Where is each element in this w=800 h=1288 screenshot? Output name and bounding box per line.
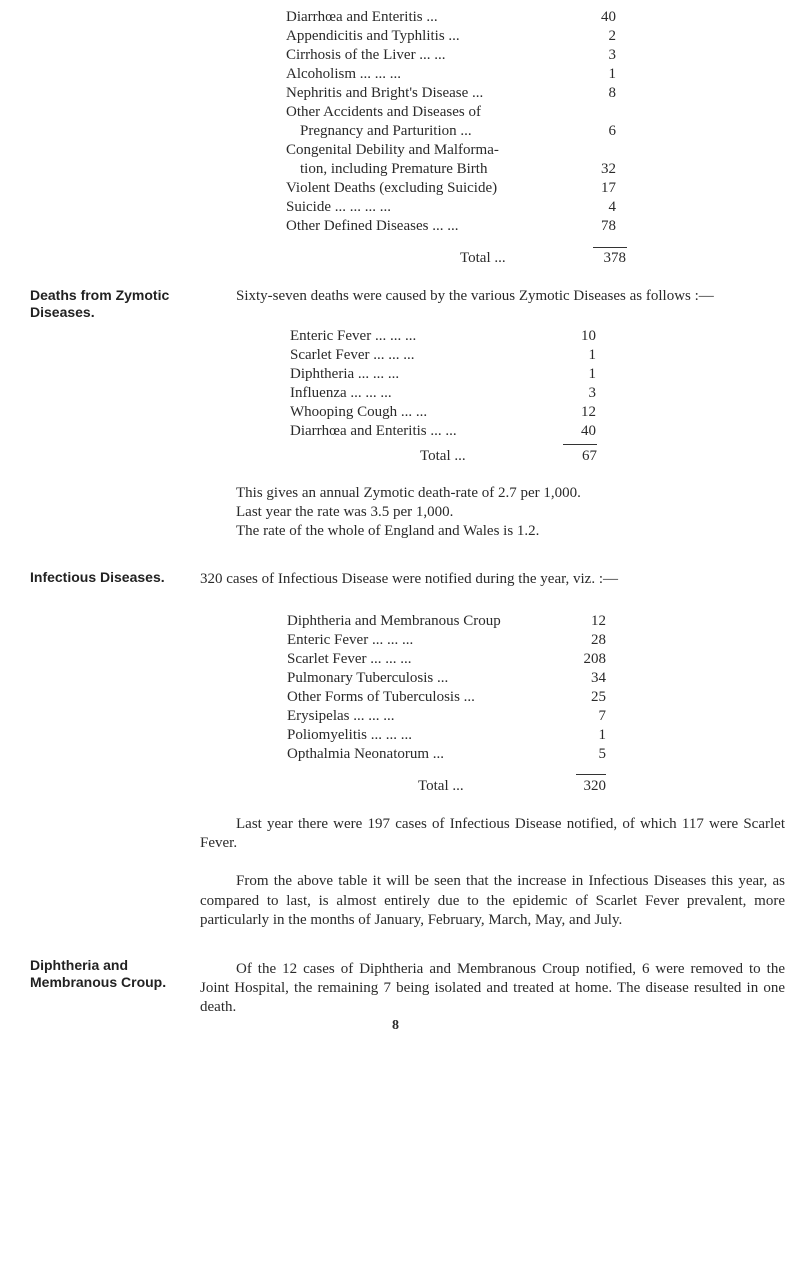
cause-row [286,179,616,198]
infectious-row-value: 5 [598,746,606,762]
infectious-para-2-text: From the above table it will be seen that the increase in Infectious Diseases this year, as compared to last, is almost entirely due to the epidemic of Scarlet Fever prevalent, more particularly in the months of January, February, March, May, and July. [200,873,785,928]
causes-total-value: 378 [603,250,626,266]
infectious-row-value: 1 [598,727,606,743]
cause-row [286,160,616,179]
cause-row [286,27,616,46]
zymotic-row [290,365,596,384]
zymotic-total-row [420,447,597,466]
cause-row-value: 78 [601,218,616,234]
zymotic-row-label: Whooping Cough ... ... [290,404,428,420]
cause-row-value: 6 [608,123,616,139]
zymotic-row-label: Diarrhœa and Enteritis ... ... [290,423,457,439]
zymotic-row [290,403,596,422]
infectious-para-2 [200,872,785,931]
cause-row [286,198,616,217]
zymotic-table [290,327,596,441]
infectious-row-label: Enteric Fever ... ... ... [287,632,414,648]
infectious-total-row [418,777,606,796]
zymotic-row-value: 3 [588,385,596,401]
zymotic-row-value: 1 [588,347,596,363]
page-number-text: 8 [392,1018,399,1033]
cause-row [286,65,616,84]
causes-table [286,8,616,236]
causes-total-row [460,249,626,268]
infectious-row-label: Poliomyelitis ... ... ... [287,727,413,743]
infectious-row [287,650,606,669]
infectious-row [287,745,606,764]
infectious-row-label: Diphtheria and Membranous Croup [287,613,501,629]
zymotic-row-label: Influenza ... ... ... [290,385,392,401]
cause-row-label: Other Accidents and Diseases of [286,104,481,120]
zymotic-total-label: Total ... [420,448,466,464]
zymotic-intro [200,287,785,306]
zymotic-note-1: This gives an annual Zymotic death-rate of 2.7 per 1,000. [236,485,581,501]
zymotic-intro-text: Sixty-seven deaths were caused by the various Zymotic Diseases as follows :— [236,288,714,304]
zymotic-row-value: 10 [581,328,596,344]
infectious-row-label: Other Forms of Tuberculosis ... [287,689,475,705]
cause-row-value: 2 [608,28,616,44]
cause-row-label: Suicide ... ... ... ... [286,199,391,215]
infectious-row [287,631,606,650]
zymotic-note-2: Last year the rate was 3.5 per 1,000. [236,504,454,520]
infectious-row-value: 7 [598,708,606,724]
side-heading-zymotic [30,287,170,321]
infectious-row [287,669,606,688]
cause-row [286,141,616,160]
cause-row-label: Cirrhosis of the Liver ... ... [286,47,446,63]
cause-row-value: 4 [608,199,616,215]
side-heading-diphtheria-text: Diphtheria and Membranous Croup. [30,957,167,990]
cause-row-value: 3 [608,47,616,63]
diphtheria-para [200,960,785,1017]
zymotic-row-label: Scarlet Fever ... ... ... [290,347,415,363]
zymotic-total-value: 67 [582,448,597,464]
causes-total-rule [593,247,627,248]
infectious-row-value: 208 [583,651,606,667]
infectious-row-label: Pulmonary Tuberculosis ... [287,670,449,686]
infectious-row [287,707,606,726]
infectious-para-1 [200,815,785,853]
infectious-row-label: Opthalmia Neonatorum ... [287,746,445,762]
zymotic-row-value: 12 [581,404,596,420]
cause-row [286,217,616,236]
zymotic-row [290,346,596,365]
diphtheria-para-text: Of the 12 cases of Diphtheria and Membranous Croup notified, 6 were removed to the Joint Hospital, the remaining 7 being isolated and treated at home. The disease resulted in one death. [200,961,785,1015]
cause-row [286,84,616,103]
infectious-row [287,688,606,707]
infectious-row [287,612,606,631]
side-heading-diphtheria [30,957,180,991]
infectious-total-rule [576,774,606,775]
infectious-rows [287,612,606,764]
zymotic-row-label: Enteric Fever ... ... ... [290,328,417,344]
page-number [392,1016,399,1035]
cause-row-value: 40 [601,9,616,25]
infectious-row-label: Erysipelas ... ... ... [287,708,395,724]
cause-row-value: 8 [608,85,616,101]
cause-row [286,8,616,27]
cause-row-label: tion, including Premature Birth [300,161,488,177]
cause-row-label: Nephritis and Bright's Disease ... [286,85,484,101]
zymotic-row [290,327,596,346]
cause-row [286,103,616,122]
cause-row-label: Violent Deaths (excluding Suicide) [286,180,498,196]
infectious-row [287,726,606,745]
side-heading-zymotic-text: Deaths from Zymotic Diseases. [30,287,170,320]
cause-row-label: Diarrhœa and Enteritis ... [286,9,438,25]
infectious-table [287,612,606,764]
infectious-row-value: 25 [591,689,606,705]
cause-row-label: Appendicitis and Typhlitis ... [286,28,460,44]
infectious-intro-text: 320 cases of Infectious Disease were notified during the year, viz. :— [200,571,619,587]
side-heading-infectious [30,569,210,586]
infectious-total-value: 320 [583,778,606,794]
side-heading-infectious-text: Infectious Diseases. [30,569,165,585]
zymotic-total-rule [563,444,597,445]
causes-rows [286,8,616,236]
infectious-intro [200,570,790,589]
infectious-row-value: 28 [591,632,606,648]
infectious-row-value: 34 [591,670,606,686]
infectious-row-value: 12 [591,613,606,629]
cause-row [286,122,616,141]
cause-row-value: 17 [601,180,616,196]
cause-row-value: 32 [601,161,616,177]
zymotic-row-value: 1 [588,366,596,382]
zymotic-note-3: The rate of the whole of England and Wales is 1.2. [236,523,540,539]
cause-row-label: Congenital Debility and Malforma- [286,142,499,158]
infectious-total-label: Total ... [418,778,464,794]
zymotic-row-value: 40 [581,423,596,439]
zymotic-notes [236,484,776,541]
zymotic-row [290,422,596,441]
causes-total-label: Total ... [460,250,506,266]
cause-row [286,46,616,65]
infectious-para-1-text: Last year there were 197 cases of Infectious Disease notified, of which 117 were Scarlet Fever. [200,816,785,851]
cause-row-value: 1 [608,66,616,82]
zymotic-rows [290,327,596,441]
infectious-row-label: Scarlet Fever ... ... ... [287,651,412,667]
cause-row-label: Other Defined Diseases ... ... [286,218,459,234]
zymotic-row [290,384,596,403]
zymotic-row-label: Diphtheria ... ... ... [290,366,400,382]
cause-row-label: Pregnancy and Parturition ... [300,123,472,139]
cause-row-label: Alcoholism ... ... ... [286,66,401,82]
